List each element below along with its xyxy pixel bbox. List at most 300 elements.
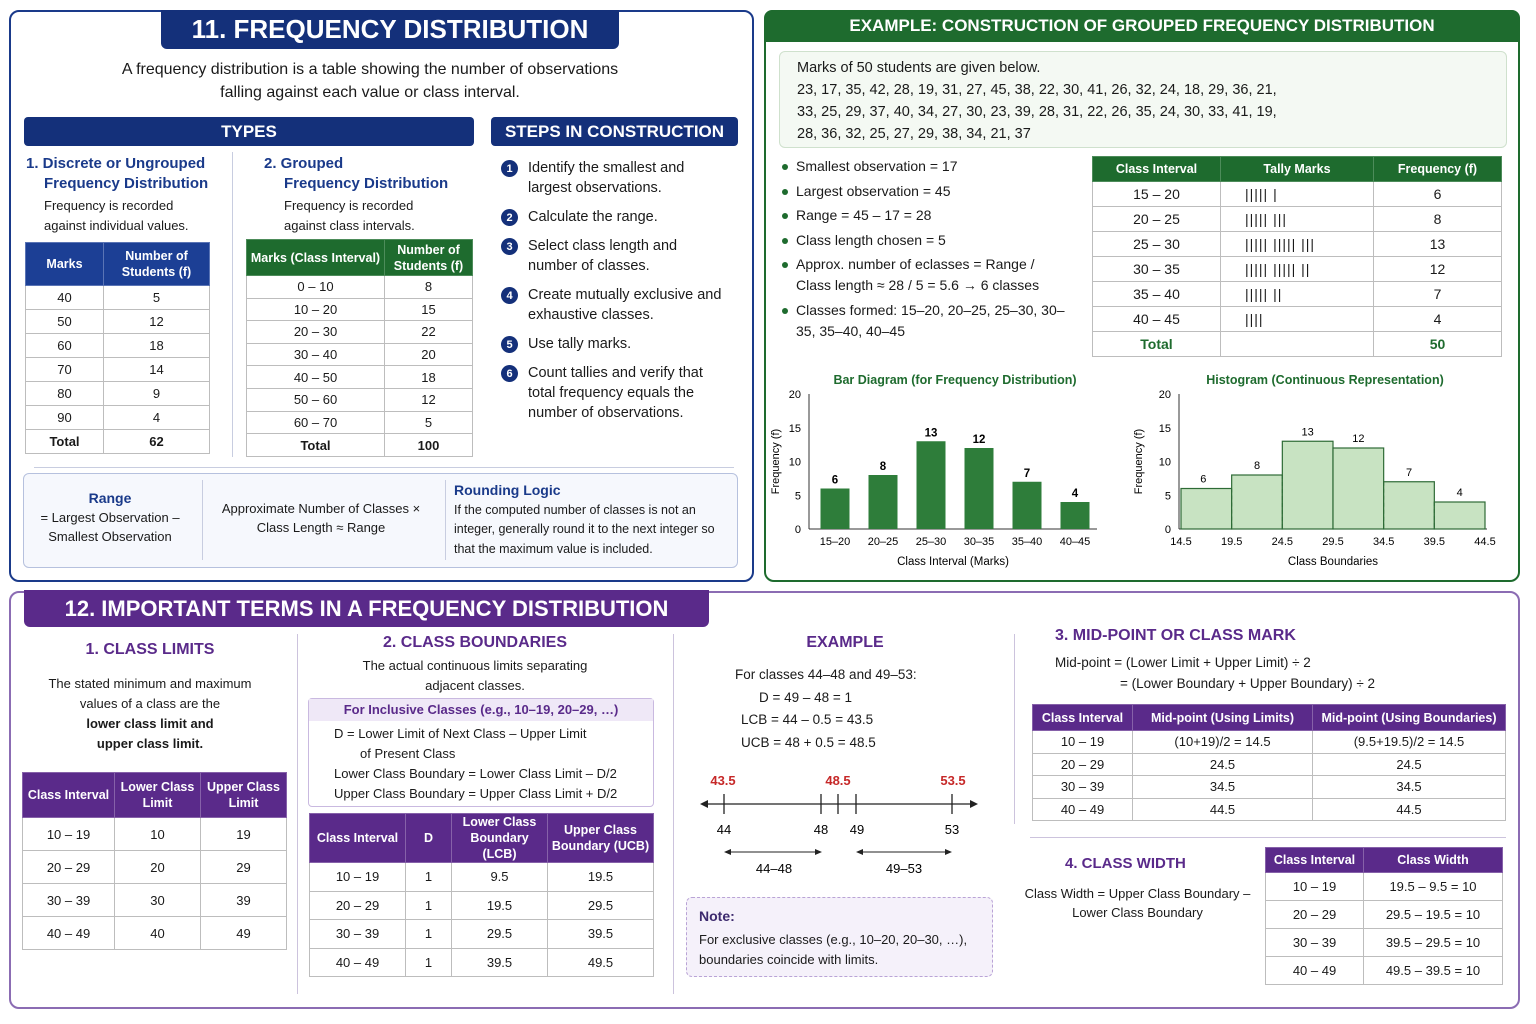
cw-table-cell: 40 – 49 [1266, 957, 1364, 985]
cb-table-cell: 29.5 [548, 891, 654, 920]
type1-total-cell: 62 [104, 430, 210, 454]
approx-line2: Class Length ≈ Range [256, 520, 386, 535]
cb-table-cell: 40 – 49 [310, 948, 406, 977]
formula-sep-2 [445, 480, 446, 560]
range-label-49-53: 49–53 [885, 861, 923, 876]
grouped-table-row [1093, 182, 1502, 207]
step-number-badge: 1 [501, 160, 518, 177]
y-tick-label: 5 [1164, 490, 1171, 503]
s12-divider-4 [1030, 837, 1506, 838]
type2-title-line1: 2. Grouped [264, 155, 344, 172]
marks-line2: 33, 25, 29, 37, 40, 34, 27, 30, 23, 39, 28, 31, 22, 26, 35, 24, 30, 33, 41, 19, [797, 104, 1277, 120]
type2-title-line2: Frequency Distribution [284, 175, 449, 192]
cb-table-cell: 9.5 [452, 863, 548, 892]
type2-desc-line1: Frequency is recorded [284, 198, 414, 213]
cl-table-header: Upper Class Limit [201, 773, 287, 818]
x-tick-label: 40–45 [1059, 536, 1091, 548]
bar-value-label: 7 [1023, 467, 1031, 480]
cw-table-header: Class Interval [1266, 848, 1364, 873]
y-axis-label: Frequency (f) [1133, 428, 1145, 495]
cl-table-cell: 29 [201, 851, 287, 884]
type2-cell: 60 – 70 [247, 411, 385, 434]
grouped-table-cell: ||||| ||| [1221, 207, 1374, 232]
type1-title-line1: 1. Discrete or Ungrouped [26, 155, 206, 172]
bar-value-label: 13 [924, 427, 938, 440]
example-bullet: Largest observation = 45 [780, 181, 1070, 202]
cb-formula-2: of Present Class [360, 746, 456, 761]
step-text: Calculate the range. [528, 209, 658, 225]
note-text: For exclusive classes (e.g., 10–20, 20–30, …), boundaries coincide with limits. [699, 932, 968, 967]
types-header: TYPES [24, 117, 474, 146]
mp-table-cell: 24.5 [1313, 753, 1506, 776]
class-width-formula-1: Class Width = Upper Class Boundary – [1024, 886, 1251, 901]
mp-table-cell: 44.5 [1313, 798, 1506, 821]
cb-desc-2: adjacent classes. [425, 678, 525, 693]
class-boundaries-title: 2. CLASS BOUNDARIES [382, 634, 568, 651]
mp-table-row [1033, 776, 1506, 799]
type2-cell: 30 – 40 [247, 343, 385, 366]
cl-table-row [23, 917, 287, 950]
cb-table-row [310, 891, 654, 920]
type1-cell: 80 [26, 382, 104, 406]
example-title: EXAMPLE: CONSTRUCTION OF GROUPED FREQUENCY DISTRIBUTION [764, 10, 1520, 42]
type1-cell: 9 [104, 382, 210, 406]
cw-table-row [1266, 873, 1503, 901]
section-12-title: 12. IMPORTANT TERMS IN A FREQUENCY DISTRIBUTION [24, 590, 709, 627]
type2-cell: 8 [385, 276, 473, 299]
type1-cell: 60 [26, 334, 104, 358]
grouped-table-cell: 13 [1374, 232, 1502, 257]
cb-table-cell: 1 [406, 948, 452, 977]
grouped-table-cell: 40 – 45 [1093, 307, 1221, 332]
bar [1013, 482, 1042, 529]
bar-value-label: 6 [831, 474, 839, 487]
midpoint-formula-1: Mid-point = (Lower Limit + Upper Limit) ÷ 2 [1055, 655, 1311, 670]
y-tick-label: 5 [794, 490, 801, 503]
type1-table [25, 242, 210, 454]
number-line-arrow-left [700, 800, 708, 808]
mp-table-header: Mid-point (Using Boundaries) [1313, 705, 1506, 731]
boundary-label-43-5: 43.5 [710, 773, 736, 788]
cb-table-cell: 10 – 19 [310, 863, 406, 892]
example-bullets [780, 156, 1070, 345]
x-axis-label: Class Interval (Marks) [897, 556, 1009, 568]
cl-table-cell: 30 – 39 [23, 884, 115, 917]
x-tick-label: 34.5 [1372, 536, 1395, 548]
mp-table-cell: 34.5 [1133, 776, 1313, 799]
range-arrow-44-48-left [724, 849, 731, 855]
example-bullet: Class length chosen = 5 [780, 230, 1070, 251]
x-tick-label: 39.5 [1423, 536, 1446, 548]
grouped-table-cell: ||||| ||||| || [1221, 257, 1374, 282]
type2-cell: 5 [385, 411, 473, 434]
boundary-example-lines [735, 664, 917, 754]
grouped-table-total-row [1093, 332, 1502, 357]
type2-total-row [247, 434, 473, 457]
cb-table-header: Upper Class Boundary (UCB) [548, 814, 654, 863]
type2-total-cell: Total [247, 434, 385, 457]
type1-row [26, 406, 210, 430]
type2-desc [284, 196, 415, 236]
cb-table-cell: 49.5 [548, 948, 654, 977]
mp-table-cell: 24.5 [1133, 753, 1313, 776]
grouped-table-total-cell: Total [1093, 332, 1221, 357]
histogram-bar [1282, 441, 1333, 529]
cw-table-cell: 20 – 29 [1266, 901, 1364, 929]
s12-divider-2 [673, 634, 674, 994]
type2-cell: 40 – 50 [247, 366, 385, 389]
type1-cell: 40 [26, 286, 104, 310]
type1-total-row [26, 430, 210, 454]
ex-line-2: D = 49 – 48 = 1 [759, 689, 853, 705]
x-tick-label: 24.5 [1271, 536, 1294, 548]
grouped-table-row [1093, 307, 1502, 332]
type2-th-students: Number of Students (f) [385, 240, 473, 276]
mp-table-row [1033, 798, 1506, 821]
cb-table-row [310, 920, 654, 949]
y-tick-label: 20 [1158, 389, 1171, 401]
cb-table-cell: 1 [406, 891, 452, 920]
midpoint-table [1032, 704, 1506, 821]
type2-row [247, 343, 473, 366]
bar [869, 475, 898, 529]
y-axis-label: Frequency (f) [770, 428, 782, 495]
step-text: Count tallies and verify that total frequency equals the number of observations. [528, 365, 703, 421]
mp-table-header: Class Interval [1033, 705, 1133, 731]
range-formula-line1: = Largest Observation – [40, 510, 180, 525]
grouped-table-cell: 15 – 20 [1093, 182, 1221, 207]
y-tick-label: 10 [788, 456, 801, 469]
step-number-badge: 6 [501, 365, 518, 382]
type1-total-cell: Total [26, 430, 104, 454]
steps-header: STEPS IN CONSTRUCTION [491, 117, 738, 146]
range-formula-line2: Smallest Observation [48, 529, 172, 544]
cl-table-cell: 10 [115, 818, 201, 851]
cw-table-row [1266, 901, 1503, 929]
cb-table-cell: 1 [406, 920, 452, 949]
bar-value-label: 8 [879, 461, 887, 473]
y-tick-label: 15 [1158, 422, 1171, 435]
bar-value-label: 4 [1456, 487, 1463, 499]
type2-cell: 50 – 60 [247, 388, 385, 411]
grouped-table-cell: 6 [1374, 182, 1502, 207]
bar [821, 489, 850, 530]
grouped-table-total-cell: 50 [1374, 332, 1502, 357]
type2-row [247, 298, 473, 321]
cb-table-cell: 20 – 29 [310, 891, 406, 920]
mp-table-cell: 20 – 29 [1033, 753, 1133, 776]
example-bullet: Approx. number of eclasses = Range / Class length ≈ 28 / 5 = 5.6 → 6 classes [780, 254, 1055, 296]
step-6 [501, 363, 723, 423]
cb-table-cell: 19.5 [548, 863, 654, 892]
class-boundaries-desc [310, 656, 640, 696]
cl-table-cell: 30 [115, 884, 201, 917]
cw-table-cell: 49.5 – 39.5 = 10 [1364, 957, 1503, 985]
cw-table-row [1266, 957, 1503, 985]
cl-desc-4: upper class limit. [96, 736, 204, 751]
ex-line-4: UCB = 48 + 0.5 = 48.5 [741, 734, 876, 750]
boundary-label-48-5: 48.5 [825, 773, 851, 788]
type2-row [247, 321, 473, 344]
range-title: Range [88, 490, 132, 506]
histogram-bar [1232, 475, 1283, 529]
grouped-table-row [1093, 232, 1502, 257]
step-4 [501, 285, 723, 325]
x-tick-label: 15–20 [819, 536, 851, 548]
mp-table-row [1033, 731, 1506, 754]
grouped-table-cell: ||||| | [1221, 182, 1374, 207]
class-limits-table [22, 772, 287, 950]
cw-table-cell: 30 – 39 [1266, 929, 1364, 957]
approx-classes-box [206, 499, 436, 537]
type2-total-cell: 100 [385, 434, 473, 457]
grouped-table-cell: 20 – 25 [1093, 207, 1221, 232]
histogram-bar [1181, 489, 1232, 530]
number-line-diagram [690, 765, 990, 885]
cl-table-header: Lower Class Limit [115, 773, 201, 818]
range-arrow-49-53-left [856, 849, 863, 855]
steps-list [501, 158, 736, 438]
type2-table [246, 239, 473, 457]
given-data [797, 57, 1277, 145]
grouped-table-cell: 35 – 40 [1093, 282, 1221, 307]
step-2 [501, 207, 723, 227]
types-divider [232, 152, 233, 457]
bar-value-label: 12 [1352, 433, 1365, 445]
type2-row [247, 366, 473, 389]
mp-table-cell: 10 – 19 [1033, 731, 1133, 754]
x-tick-label: 19.5 [1220, 536, 1243, 548]
type1-cell: 50 [26, 310, 104, 334]
grouped-table-header: Frequency (f) [1374, 157, 1502, 182]
mp-table-cell: 44.5 [1133, 798, 1313, 821]
step-text: Create mutually exclusive and exhaustive classes. [528, 287, 722, 323]
cw-table-header: Class Width [1364, 848, 1503, 873]
cl-table-cell: 19 [201, 818, 287, 851]
cb-table-row [310, 863, 654, 892]
cl-table-header: Class Interval [23, 773, 115, 818]
range-box [26, 489, 194, 546]
type2-cell: 20 [385, 343, 473, 366]
s12-divider-1 [297, 634, 298, 994]
bar [1061, 502, 1090, 529]
type1-th-students: Number of Students (f) [104, 243, 210, 286]
y-tick-label: 20 [788, 389, 801, 401]
grouped-table-total-cell [1221, 332, 1374, 357]
bar-diagram [765, 365, 1135, 575]
class-width-formula [1020, 884, 1255, 922]
class-width-table [1265, 847, 1503, 985]
type1-title-line2: Frequency Distribution [44, 175, 209, 192]
step-5 [501, 334, 723, 354]
number-53: 53 [944, 822, 960, 837]
class-limits-title: 1. CLASS LIMITS [85, 641, 215, 658]
type2-desc-line2: against class intervals. [284, 218, 415, 233]
rounding-text: If the computed number of classes is not an integer, generally round it to the next integer so that the maximum value is included. [454, 502, 715, 556]
grouped-table-cell: 4 [1374, 307, 1502, 332]
cl-table-cell: 40 – 49 [23, 917, 115, 950]
type2-row [247, 388, 473, 411]
cw-table-cell: 39.5 – 29.5 = 10 [1364, 929, 1503, 957]
grouped-table-cell: 25 – 30 [1093, 232, 1221, 257]
class-width-formula-2: Lower Class Boundary [1072, 905, 1203, 920]
bar [965, 448, 994, 529]
cb-table-cell: 29.5 [452, 920, 548, 949]
type1-desc [44, 196, 189, 236]
type1-title [26, 154, 208, 194]
cw-table-cell: 19.5 – 9.5 = 10 [1364, 873, 1503, 901]
ex-line-3: LCB = 44 – 0.5 = 43.5 [741, 712, 874, 727]
midpoint-title: 3. MID-POINT OR CLASS MARK [1055, 627, 1296, 644]
step-1 [501, 158, 723, 198]
cl-desc-1: The stated minimum and maximum [48, 676, 252, 691]
cl-table-cell: 40 [115, 917, 201, 950]
type1-th-marks: Marks [26, 243, 104, 286]
type2-row [247, 411, 473, 434]
example-bullet: Range = 45 – 17 = 28 [780, 205, 1070, 226]
histogram [1128, 365, 1520, 575]
cl-table-row [23, 818, 287, 851]
cb-table-cell: 30 – 39 [310, 920, 406, 949]
bar-value-label: 13 [1301, 426, 1314, 439]
grouped-table-row [1093, 207, 1502, 232]
x-tick-label: 30–35 [963, 536, 995, 548]
type1-desc-line2: against individual values. [44, 218, 189, 233]
grouped-table-cell: |||| [1221, 307, 1374, 332]
type1-row [26, 382, 210, 406]
type1-cell: 14 [104, 358, 210, 382]
x-tick-label: 14.5 [1170, 536, 1192, 548]
grouped-table-header: Class Interval [1093, 157, 1221, 182]
mp-table-cell: 34.5 [1313, 776, 1506, 799]
cb-table-cell: 39.5 [548, 920, 654, 949]
cl-table-cell: 49 [201, 917, 287, 950]
histogram-bar [1384, 482, 1435, 529]
boundary-example-title: EXAMPLE [806, 634, 884, 651]
cl-desc-2: values of a class are the [79, 696, 221, 711]
cb-formula-4: Upper Class Boundary = Upper Class Limit + D/2 [334, 786, 618, 801]
marks-line3: 28, 36, 32, 25, 27, 29, 38, 34, 21, 37 [797, 126, 1031, 142]
class-boundaries-table [309, 813, 654, 977]
cb-table-cell: 19.5 [452, 891, 548, 920]
bar-value-label: 12 [972, 434, 986, 446]
cw-table-row [1266, 929, 1503, 957]
chart-title: Histogram (Continuous Representation) [1206, 373, 1444, 387]
type2-cell: 0 – 10 [247, 276, 385, 299]
step-text: Use tally marks. [528, 336, 632, 352]
type1-row [26, 358, 210, 382]
type2-cell: 18 [385, 366, 473, 389]
bar-value-label: 6 [1200, 473, 1207, 486]
class-limits-desc [30, 674, 270, 754]
type2-title [264, 154, 448, 194]
number-48: 48 [813, 822, 829, 837]
s12-divider-3 [1014, 634, 1015, 824]
step-number-badge: 4 [501, 287, 518, 304]
cb-table-cell: 1 [406, 863, 452, 892]
cl-desc-3: lower class limit and [86, 716, 214, 731]
cb-table-cell: 39.5 [452, 948, 548, 977]
y-tick-label: 0 [1164, 524, 1171, 536]
y-tick-label: 10 [1158, 456, 1171, 469]
cb-formula-3: Lower Class Boundary = Lower Class Limit – D/2 [334, 766, 617, 781]
step-number-badge: 2 [501, 209, 518, 226]
example-bullet: Smallest observation = 17 [780, 156, 1070, 177]
type1-cell: 4 [104, 406, 210, 430]
cb-table-header: Lower Class Boundary (LCB) [452, 814, 548, 863]
step-text: Identify the smallest and largest observations. [528, 160, 685, 196]
number-line-arrow-right [970, 800, 978, 808]
cw-table-cell: 10 – 19 [1266, 873, 1364, 901]
type2-th-interval: Marks (Class Interval) [247, 240, 385, 276]
example-bullet: Classes formed: 15–20, 20–25, 25–30, 30–35, 35–40, 40–45 [780, 300, 1070, 342]
grouped-table-cell: 7 [1374, 282, 1502, 307]
grouped-table-header: Tally Marks [1221, 157, 1374, 182]
y-tick-label: 15 [788, 422, 801, 435]
inclusive-header: For Inclusive Classes (e.g., 10–19, 20–29, …) [309, 699, 653, 721]
rounding-box [454, 481, 734, 559]
formula-divider [34, 467, 734, 468]
approx-line1: Approximate Number of Classes × [221, 501, 421, 516]
type1-cell: 70 [26, 358, 104, 382]
grouped-table-cell: ||||| ||||| ||| [1221, 232, 1374, 257]
cl-table-row [23, 851, 287, 884]
mp-table-row [1033, 753, 1506, 776]
bar-value-label: 7 [1405, 466, 1413, 479]
grouped-table-row [1093, 257, 1502, 282]
type1-cell: 90 [26, 406, 104, 430]
cb-formula-1: D = Lower Limit of Next Class – Upper Limit [334, 726, 587, 741]
step-3 [501, 236, 723, 276]
class-width-title: 4. CLASS WIDTH [1065, 855, 1186, 872]
step-number-badge: 3 [501, 238, 518, 255]
x-tick-label: 20–25 [867, 536, 899, 548]
boundary-label-53-5: 53.5 [940, 773, 966, 788]
x-tick-label: 44.5 [1474, 536, 1496, 548]
cw-table-cell: 29.5 – 19.5 = 10 [1364, 901, 1503, 929]
range-arrow-44-48-right [815, 849, 822, 855]
x-tick-label: 35–40 [1011, 536, 1043, 548]
type1-row [26, 334, 210, 358]
cb-table-header: Class Interval [310, 814, 406, 863]
type1-cell: 18 [104, 334, 210, 358]
range-label-44-48: 44–48 [755, 861, 793, 876]
note-title: Note: [699, 908, 735, 924]
mp-table-cell: (10+19)/2 = 14.5 [1133, 731, 1313, 754]
given-intro: Marks of 50 students are given below. [797, 60, 1041, 76]
cl-table-cell: 20 – 29 [23, 851, 115, 884]
cl-table-row [23, 884, 287, 917]
y-tick-label: 0 [794, 524, 801, 536]
grouped-table-cell: 12 [1374, 257, 1502, 282]
type2-row [247, 276, 473, 299]
intro-line-1: A frequency distribution is a table showing the number of observations [121, 61, 619, 78]
step-text: Select class length and number of classes. [528, 238, 678, 274]
cl-table-cell: 10 – 19 [23, 818, 115, 851]
grouped-table-cell: 30 – 35 [1093, 257, 1221, 282]
step-number-badge: 5 [501, 336, 518, 353]
cl-table-cell: 20 [115, 851, 201, 884]
x-axis-label: Class Boundaries [1287, 556, 1379, 568]
type1-desc-line1: Frequency is recorded [44, 198, 174, 213]
inclusive-formulas [334, 724, 617, 804]
type2-cell: 20 – 30 [247, 321, 385, 344]
cb-desc-1: The actual continuous limits separating [362, 658, 588, 673]
section-11-title: 11. FREQUENCY DISTRIBUTION [161, 10, 619, 49]
ex-line-1: For classes 44–48 and 49–53: [735, 667, 917, 682]
x-tick-label: 25–30 [915, 536, 947, 548]
x-tick-label: 29.5 [1322, 536, 1344, 548]
